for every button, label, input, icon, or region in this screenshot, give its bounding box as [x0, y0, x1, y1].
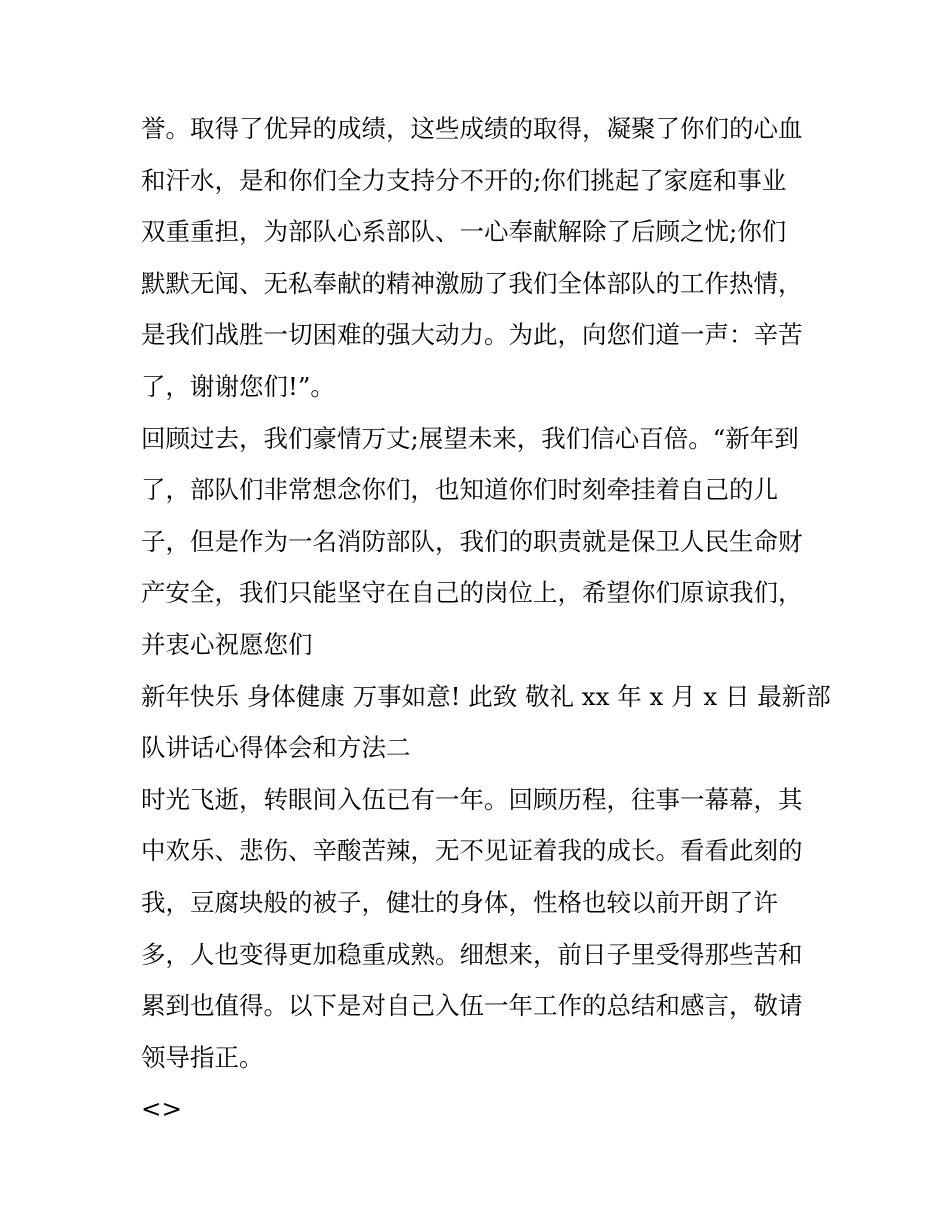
- text-line: 并衷心祝愿您们: [141, 629, 313, 659]
- text-line: 新年快乐 身体健康 万事如意! 此致 敬礼 xx 年 x 月 x 日 最新部: [141, 681, 831, 711]
- text-line: 了，部队们非常想念你们，也知道你们时刻牵挂着自己的儿: [141, 475, 778, 505]
- text-line: 中欢乐、悲伤、辛酸苦辣，无不见证着我的成长。看看此刻的: [141, 836, 803, 866]
- document-page: [141, 103, 831, 1135]
- text-line: 领导指正。: [141, 1042, 264, 1072]
- text-line: 多，人也变得更加稳重成熟。细想来，前日子里受得那些苦和: [141, 939, 803, 969]
- text-line: 我，豆腐块般的被子，健壮的身体，性格也较以前开朗了许: [141, 887, 778, 917]
- text-line: 时光飞逝，转眼间入伍已有一年。回顾历程，往事一幕幕，其: [141, 784, 803, 814]
- text-line: 誉。取得了优异的成绩，这些成绩的取得，凝聚了你们的心血: [141, 114, 803, 143]
- text-line: 是我们战胜一切困难的强大动力。为此，向您们道一声：辛苦: [141, 320, 803, 350]
- paragraph: [141, 413, 813, 671]
- paragraph: [141, 671, 831, 774]
- text-line: 了，谢谢您们!”。: [141, 371, 335, 401]
- text-line: 队讲话心得体会和方法二: [141, 733, 411, 763]
- text-line: 累到也值得。以下是对自己入伍一年工作的总结和感言，敬请: [141, 991, 803, 1021]
- text-line: 子，但是作为一名消防部队，我们的职责就是保卫人民生命财: [141, 526, 803, 556]
- paragraph: [141, 103, 813, 413]
- paragraph: [141, 1083, 813, 1135]
- text-line: 双重重担，为部队心系部队、一心奉献解除了后顾之忧;你们: [141, 217, 787, 247]
- text-line: <>: [141, 1094, 183, 1124]
- text-line: 默默无闻、无私奉献的精神激励了我们全体部队的工作热情，: [141, 268, 803, 298]
- paragraph: [141, 774, 813, 1084]
- text-line: 回顾过去，我们豪情万丈;展望未来，我们信心百倍。“新年到: [141, 423, 799, 453]
- text-line: 产安全，我们只能坚守在自己的岗位上，希望你们原谅我们，: [141, 578, 803, 608]
- text-line: 和汗水，是和你们全力支持分不开的;你们挑起了家庭和事业: [141, 165, 787, 195]
